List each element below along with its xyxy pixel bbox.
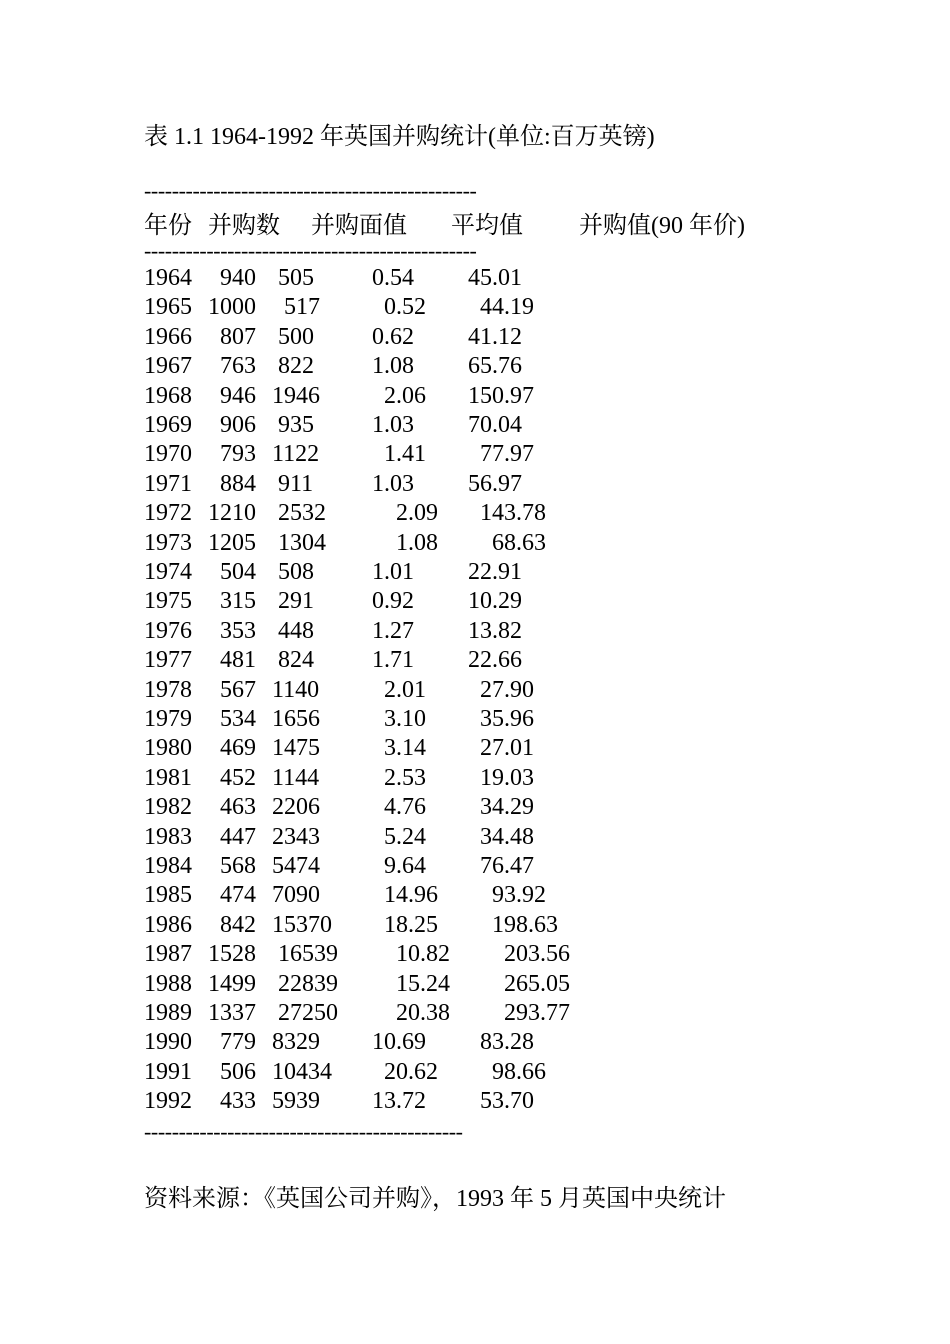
cell-average: 1.71	[366, 647, 414, 674]
table-row	[0, 294, 950, 323]
cell-count: 504	[208, 559, 256, 585]
col-header-count: 并购数	[208, 213, 280, 239]
cell-year: 1992	[144, 1088, 192, 1115]
cell-count: 1000	[208, 294, 256, 321]
cell-count: 506	[208, 1058, 256, 1085]
cell-count: 763	[208, 353, 256, 380]
cell-value-1990: 56.97	[462, 470, 522, 497]
cell-average: 2.09	[366, 500, 438, 527]
cell-value-1990: 68.63	[462, 529, 546, 556]
cell-value-1990: 41.12	[462, 323, 522, 350]
cell-face-value: 1475	[266, 735, 320, 762]
cell-average: 3.10	[366, 706, 426, 732]
cell-face-value: 2532	[266, 500, 326, 527]
table-row	[0, 706, 950, 735]
cell-face-value: 508	[266, 559, 314, 585]
table-row	[0, 647, 950, 676]
table-row	[0, 500, 950, 529]
cell-face-value: 5939	[266, 1088, 320, 1115]
cell-face-value: 1122	[266, 441, 320, 468]
cell-value-1990: 35.96	[462, 706, 534, 732]
cell-year: 1968	[144, 382, 192, 409]
cell-year: 1967	[144, 353, 192, 380]
table-row	[0, 735, 950, 764]
cell-year: 1970	[144, 441, 192, 468]
cell-face-value: 1304	[266, 529, 326, 556]
cell-count: 807	[208, 323, 256, 350]
cell-average: 2.06	[366, 382, 426, 409]
cell-value-1990: 76.47	[462, 853, 534, 879]
cell-average: 18.25	[366, 911, 438, 938]
cell-year: 1975	[144, 588, 192, 615]
cell-value-1990: 265.05	[462, 970, 570, 997]
cell-face-value: 10434	[266, 1058, 332, 1085]
cell-count: 452	[208, 764, 256, 791]
cell-face-value: 5474	[266, 853, 320, 879]
cell-value-1990: 44.19	[462, 294, 534, 321]
cell-count: 940	[208, 265, 256, 291]
table-row	[0, 441, 950, 470]
col-header-value-1990: 并购值(90 年价)	[579, 213, 745, 239]
table-row	[0, 1000, 950, 1029]
source-note: 资料来源：《英国公司并购》，1993 年 5 月英国中央统计	[144, 1186, 726, 1212]
table-row	[0, 471, 950, 500]
cell-face-value: 2343	[266, 823, 320, 850]
cell-year: 1976	[144, 617, 192, 644]
cell-year: 1988	[144, 970, 192, 997]
cell-average: 9.64	[366, 853, 426, 879]
cell-count: 779	[208, 1029, 256, 1056]
table-row	[0, 853, 950, 882]
cell-year: 1972	[144, 500, 192, 527]
table-row	[0, 677, 950, 706]
cell-face-value: 448	[266, 617, 314, 644]
col-header-year: 年份	[144, 213, 192, 239]
cell-year: 1991	[144, 1058, 192, 1085]
cell-count: 842	[208, 911, 256, 938]
cell-value-1990: 34.29	[462, 794, 534, 821]
cell-count: 433	[208, 1088, 256, 1115]
cell-face-value: 27250	[266, 1000, 338, 1026]
cell-face-value: 2206	[266, 794, 320, 821]
cell-average: 0.92	[366, 588, 414, 615]
cell-average: 20.38	[366, 1000, 450, 1026]
table-row	[0, 383, 950, 412]
cell-face-value: 517	[266, 294, 320, 321]
cell-value-1990: 70.04	[462, 412, 522, 438]
table-row	[0, 412, 950, 441]
cell-value-1990: 22.91	[462, 559, 522, 585]
col-header-average: 平均值	[451, 213, 523, 239]
cell-value-1990: 45.01	[462, 265, 522, 291]
cell-average: 2.01	[366, 676, 426, 703]
cell-year: 1987	[144, 941, 192, 968]
cell-face-value: 505	[266, 265, 314, 291]
cell-value-1990: 22.66	[462, 647, 522, 674]
cell-value-1990: 293.77	[462, 1000, 570, 1026]
cell-average: 1.41	[366, 441, 426, 468]
cell-value-1990: 27.90	[462, 676, 534, 703]
cell-count: 567	[208, 676, 256, 703]
cell-average: 2.53	[366, 764, 426, 791]
table-row	[0, 530, 950, 559]
cell-face-value: 935	[266, 412, 314, 438]
cell-average: 13.72	[366, 1088, 426, 1115]
cell-value-1990: 150.97	[462, 382, 534, 409]
cell-year: 1989	[144, 1000, 192, 1026]
cell-year: 1986	[144, 911, 192, 938]
cell-year: 1965	[144, 294, 192, 321]
table-row	[0, 1059, 950, 1088]
cell-face-value: 822	[266, 353, 314, 380]
table-row	[0, 353, 950, 382]
cell-count: 884	[208, 470, 256, 497]
cell-count: 353	[208, 617, 256, 644]
cell-year: 1980	[144, 735, 192, 762]
cell-count: 315	[208, 588, 256, 615]
cell-value-1990: 77.97	[462, 441, 534, 468]
cell-count: 469	[208, 735, 256, 762]
cell-average: 10.82	[366, 941, 450, 968]
cell-year: 1978	[144, 676, 192, 703]
cell-year: 1979	[144, 706, 192, 732]
cell-value-1990: 198.63	[462, 911, 558, 938]
cell-count: 568	[208, 853, 256, 879]
cell-face-value: 8329	[266, 1029, 320, 1056]
cell-year: 1984	[144, 853, 192, 879]
cell-count: 906	[208, 412, 256, 438]
table-row	[0, 971, 950, 1000]
cell-face-value: 22839	[266, 970, 338, 997]
cell-face-value: 911	[266, 470, 314, 497]
cell-count: 1210	[208, 500, 256, 527]
cell-year: 1971	[144, 470, 192, 497]
cell-count: 1528	[208, 941, 256, 968]
mid-rule: ------------------------------------------------	[144, 238, 477, 263]
cell-face-value: 1144	[266, 764, 320, 791]
cell-year: 1977	[144, 647, 192, 674]
table-row	[0, 824, 950, 853]
cell-average: 1.08	[366, 529, 438, 556]
cell-average: 0.52	[366, 294, 426, 321]
cell-average: 10.69	[366, 1029, 426, 1056]
cell-average: 0.54	[366, 265, 414, 291]
cell-count: 463	[208, 794, 256, 821]
table-row	[0, 794, 950, 823]
table-row	[0, 559, 950, 588]
table-row	[0, 618, 950, 647]
cell-count: 474	[208, 882, 256, 909]
cell-count: 1337	[208, 1000, 256, 1026]
cell-average: 1.03	[366, 412, 414, 438]
cell-year: 1983	[144, 823, 192, 850]
cell-year: 1990	[144, 1029, 192, 1056]
col-header-face-value: 并购面值	[311, 213, 407, 239]
cell-face-value: 291	[266, 588, 314, 615]
cell-value-1990: 34.48	[462, 823, 534, 850]
cell-value-1990: 10.29	[462, 588, 522, 615]
table-row	[0, 265, 950, 294]
bottom-rule: ----------------------------------------------	[144, 1119, 463, 1144]
table-row	[0, 1029, 950, 1058]
cell-average: 1.01	[366, 559, 414, 585]
cell-value-1990: 19.03	[462, 764, 534, 791]
cell-value-1990: 203.56	[462, 941, 570, 968]
cell-value-1990: 27.01	[462, 735, 534, 762]
cell-average: 4.76	[366, 794, 426, 821]
cell-average: 5.24	[366, 823, 426, 850]
table-row	[0, 912, 950, 941]
cell-value-1990: 13.82	[462, 617, 522, 644]
cell-average: 14.96	[366, 882, 438, 909]
cell-year: 1969	[144, 412, 192, 438]
cell-count: 946	[208, 382, 256, 409]
cell-face-value: 1656	[266, 706, 320, 732]
cell-count: 1205	[208, 529, 256, 556]
cell-average: 3.14	[366, 735, 426, 762]
cell-year: 1973	[144, 529, 192, 556]
cell-year: 1982	[144, 794, 192, 821]
cell-year: 1985	[144, 882, 192, 909]
cell-face-value: 7090	[266, 882, 320, 909]
cell-face-value: 1140	[266, 676, 320, 703]
cell-count: 534	[208, 706, 256, 732]
table-row	[0, 882, 950, 911]
cell-value-1990: 83.28	[462, 1029, 534, 1056]
cell-value-1990: 98.66	[462, 1058, 546, 1085]
cell-count: 1499	[208, 970, 256, 997]
cell-value-1990: 143.78	[462, 500, 546, 527]
table-row	[0, 1088, 950, 1117]
cell-average: 1.03	[366, 470, 414, 497]
cell-year: 1964	[144, 265, 192, 291]
cell-year: 1981	[144, 764, 192, 791]
cell-average: 20.62	[366, 1058, 438, 1085]
top-rule: ------------------------------------------------	[144, 178, 477, 203]
cell-face-value: 15370	[266, 911, 332, 938]
cell-face-value: 824	[266, 647, 314, 674]
cell-count: 481	[208, 647, 256, 674]
cell-value-1990: 53.70	[462, 1088, 534, 1115]
cell-average: 0.62	[366, 323, 414, 350]
table-title: 表 1.1 1964-1992 年英国并购统计(单位:百万英镑)	[144, 124, 655, 150]
cell-average: 1.27	[366, 617, 414, 644]
table-row	[0, 588, 950, 617]
cell-value-1990: 65.76	[462, 353, 522, 380]
cell-year: 1966	[144, 323, 192, 350]
cell-average: 15.24	[366, 970, 450, 997]
cell-face-value: 500	[266, 323, 314, 350]
table-row	[0, 765, 950, 794]
cell-value-1990: 93.92	[462, 882, 546, 909]
cell-year: 1974	[144, 559, 192, 585]
cell-face-value: 1946	[266, 382, 320, 409]
table-row	[0, 941, 950, 970]
table-row	[0, 324, 950, 353]
cell-count: 793	[208, 441, 256, 468]
cell-count: 447	[208, 823, 256, 850]
cell-average: 1.08	[366, 353, 414, 380]
cell-face-value: 16539	[266, 941, 338, 968]
